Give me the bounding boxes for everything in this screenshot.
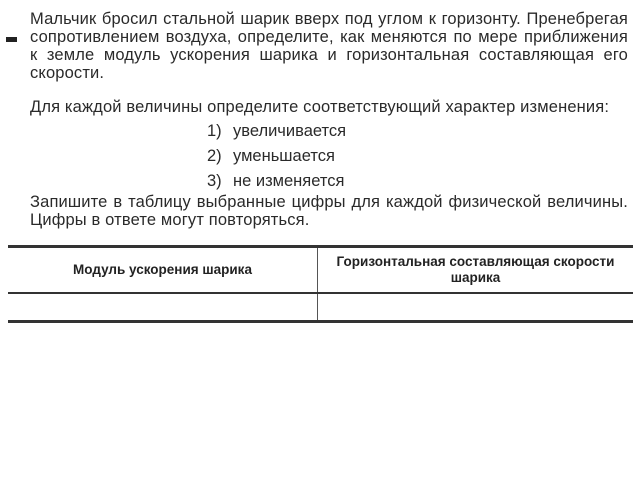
option-number: 1) [207,122,222,140]
options-list [207,119,346,194]
task-note-text: Запишите в таблицу выбранные цифры для каждой физической величины. Цифры в ответе могут повторяться. [30,193,628,229]
option-text: увеличивается [233,122,347,140]
bullet-marker [6,37,17,42]
answer-cell-acceleration[interactable] [8,293,318,322]
task-intro-text: Мальчик бросил стальной шарик вверх под углом к горизонту. Пренебрегая сопротивлением воздуха, определите, как меняются по мере приближения к земле модуль ускорения шарика и горизонтальная составляющая его скорости. [30,10,628,82]
option-item [207,169,346,194]
task-instruction-text: Для каждой величины определите соответствующий характер изменения: [30,98,610,116]
option-item [207,119,346,144]
option-number: 3) [207,172,222,190]
option-text: уменьшается [233,147,335,165]
table-header-row [8,247,633,294]
option-number: 2) [207,147,222,165]
answer-cell-velocity[interactable] [318,293,634,322]
answer-table [8,245,633,323]
option-item [207,144,346,169]
option-text: не изменяется [233,172,345,190]
header-acceleration-modulus: Модуль ускорения шарика [8,247,318,294]
table-row [8,293,633,322]
header-horizontal-velocity: Горизонтальная составляющая скорости шарика [318,247,634,294]
